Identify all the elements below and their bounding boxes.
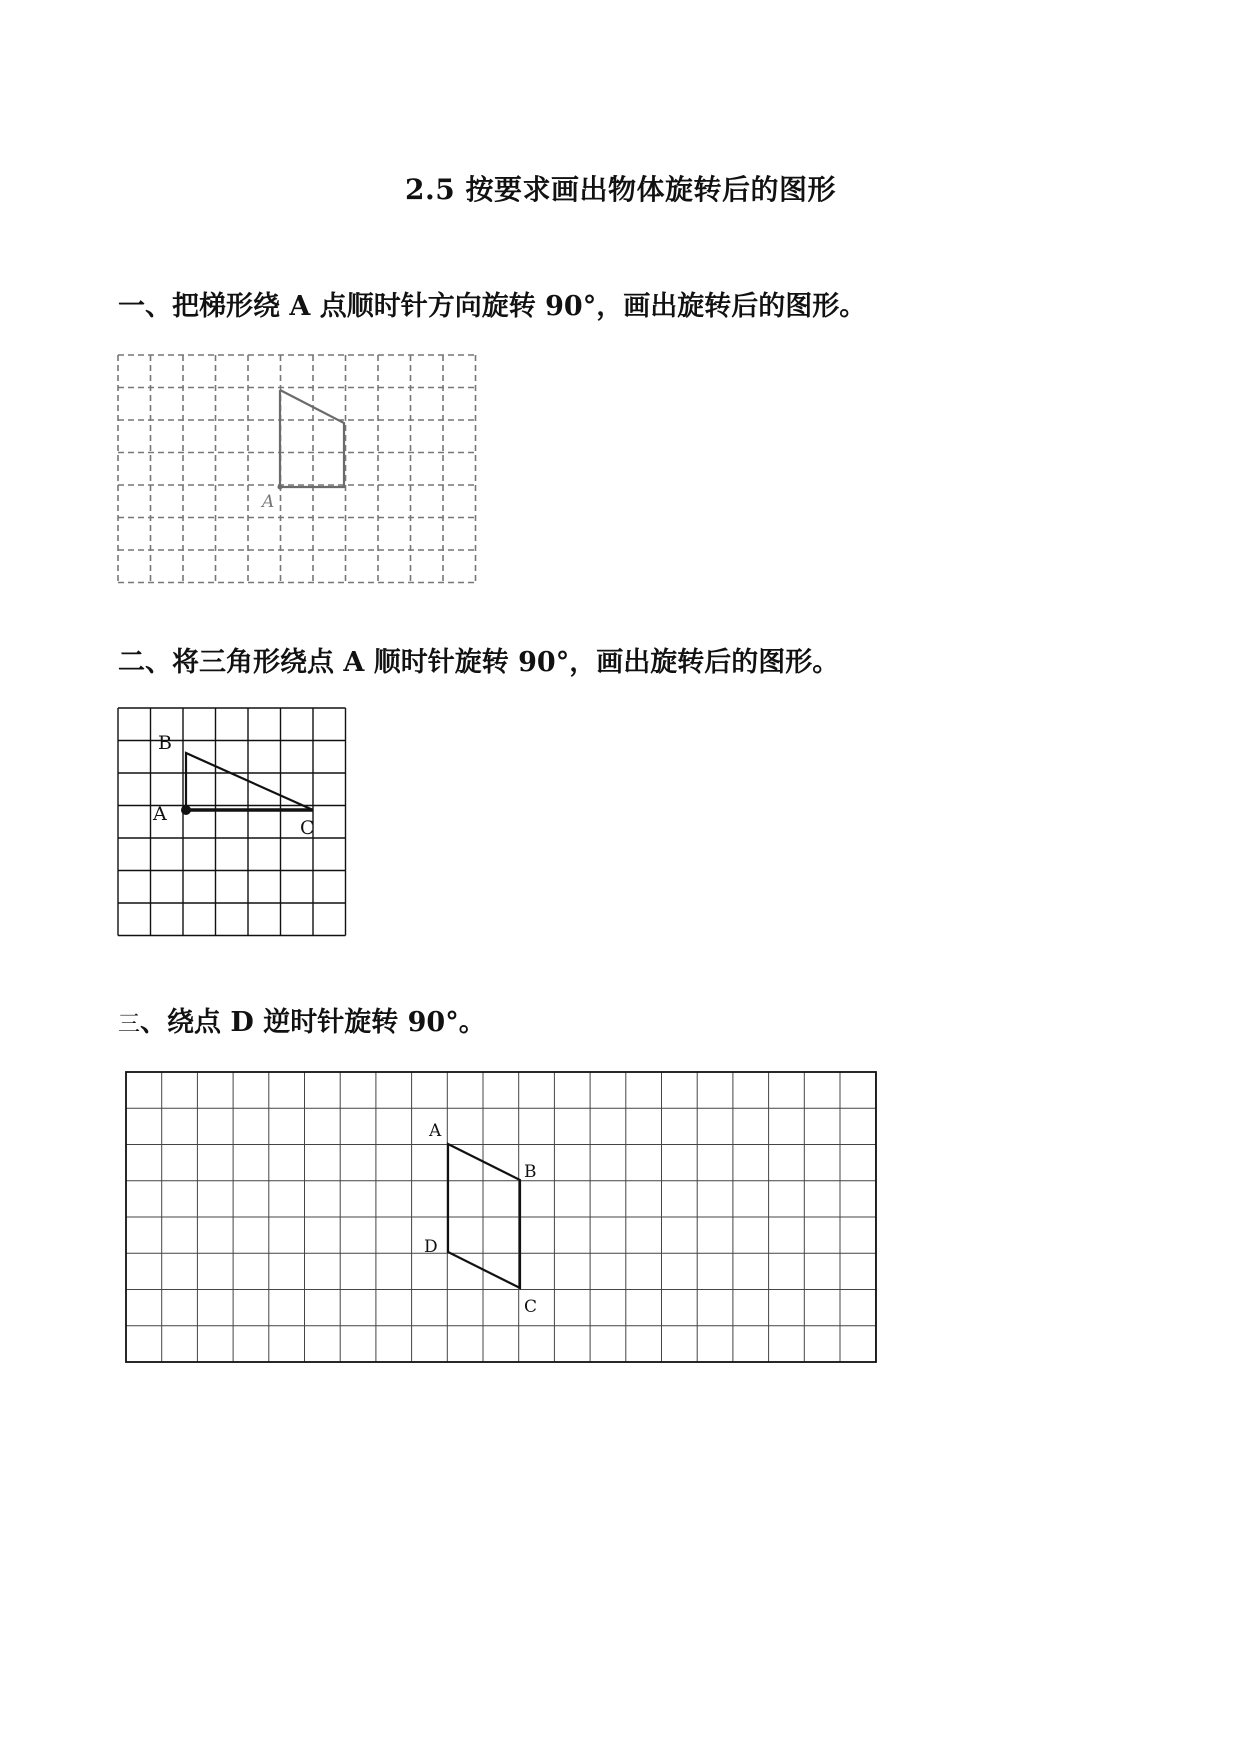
grid-3 <box>126 1072 876 1364</box>
question-1-text: 一、把梯形绕 A 点顺时针方向旋转 90°，画出旋转后的图形。 <box>118 291 867 322</box>
label-c: C <box>300 817 315 839</box>
question-3-text <box>118 1000 486 1039</box>
point-a-marker <box>181 805 191 815</box>
label-b: B <box>524 1162 537 1182</box>
question-3-number: 三 <box>118 1012 141 1037</box>
parallelogram-abcd <box>448 1144 520 1288</box>
question-2-text: 二、将三角形绕点 A 顺时针旋转 90°，画出旋转后的图形。 <box>118 647 840 678</box>
label-c: C <box>524 1297 538 1317</box>
triangle-abc <box>186 753 313 810</box>
label-a: A <box>153 803 167 825</box>
label-a: A <box>429 1121 442 1141</box>
page-title: 2.5 按要求画出物体旋转后的图形 <box>405 173 836 206</box>
label-a: A <box>262 492 275 512</box>
grid-2 <box>118 708 353 943</box>
point-a-marker <box>278 485 283 490</box>
grid-1 <box>118 355 478 595</box>
question-3-body: 、绕点 D 逆时针旋转 90°。 <box>140 1007 486 1038</box>
label-b: B <box>158 732 172 754</box>
label-d: D <box>424 1237 438 1257</box>
trapezoid-shape <box>280 390 344 487</box>
